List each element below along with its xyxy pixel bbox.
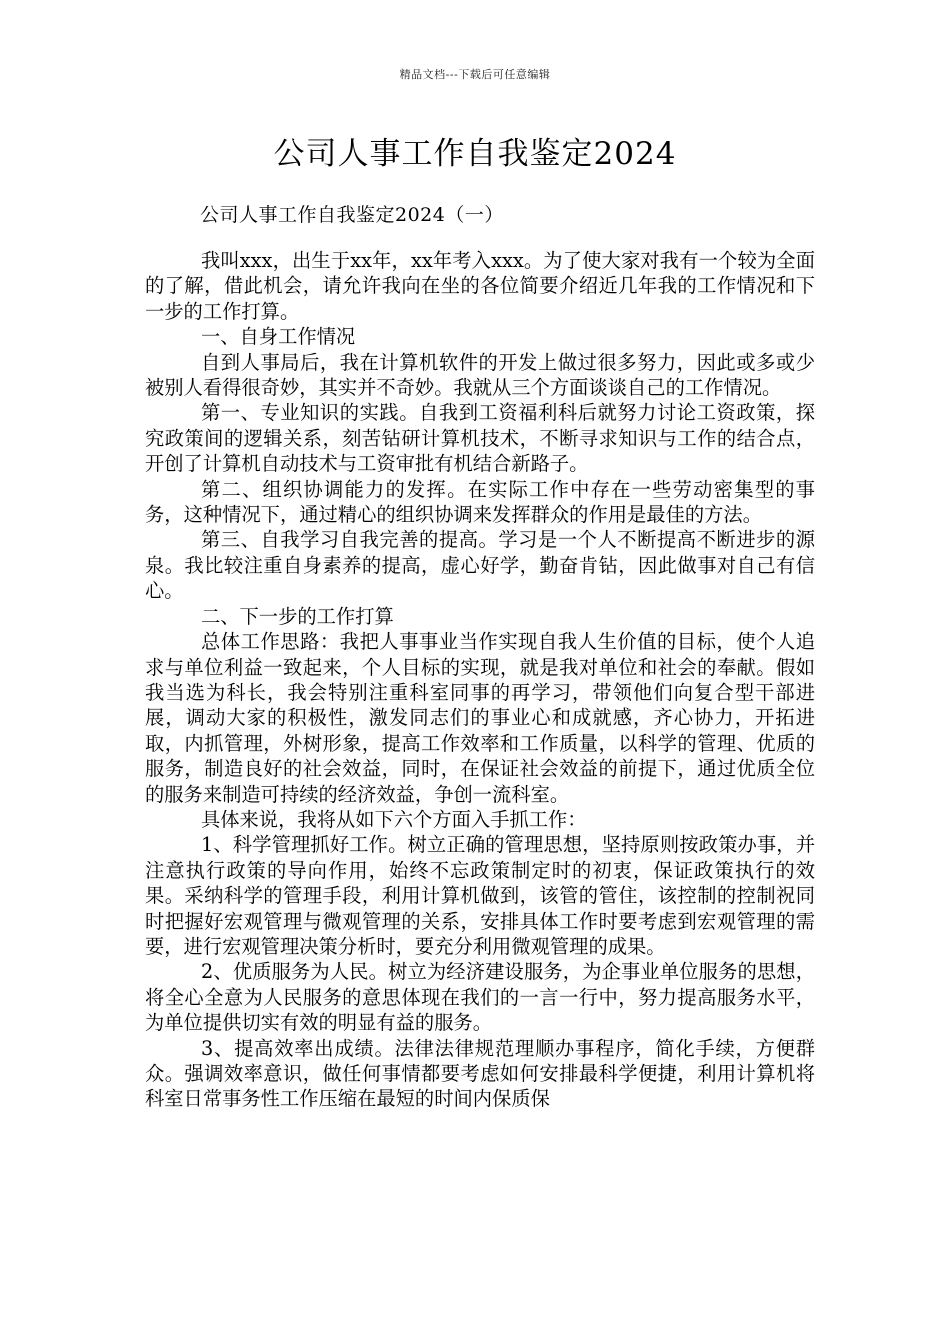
- paragraph: 具体来说，我将从如下六个方面入手抓工作：: [200, 807, 587, 831]
- paragraph: 总体工作思路：我把人事事业当作实现自我人生价值的目标，使个人追求与单位利益一致起来，个人目标的实现，就是我对单位和社会的奉献。假如我当选为科长，我会特别注重科室同事的再学习，带领他们向复合型干部进展，调动大家的积极性，激发同志们的事业心和成就感，齐心协力，开拓进取，内抓管理，外树形象，提高工作效率和工作质量，以科学的管理、优质的服务，制造良好的社会效益，同时，在保证社会效益的前提下，通过优质全位的服务来制造可持续的经济效益，争创一流科室。: [145, 630, 815, 806]
- section-heading: 一、自身工作情况: [200, 325, 356, 349]
- paragraph: 我叫xxx，出生于xx年，xx年考入xxx。为了使大家对我有一个较为全面的了解，借此机会，请允许我向在坐的各位简要介绍近几年我的工作情况和下一步的工作打算。: [145, 249, 815, 323]
- paragraph: 第一、专业知识的实践。自我到工资福利科后就努力讨论工资政策，探究政策间的逻辑关系，刻苦钻研计算机技术，不断寻求知识与工作的结合点，开创了计算机自动技术与工资审批有机结合新路子。: [145, 401, 815, 476]
- paragraph: 2、优质服务为人民。树立为经济建设服务，为企事业单位服务的思想，将全心全意为人民服务的意思体现在我们的一言一行中，努力提高服务水平，为单位提供切实有效的明显有益的服务。: [145, 960, 815, 1035]
- paragraph: 自到人事局后，我在计算机软件的开发上做过很多努力，因此或多或少被别人看得很奇妙，其实并不奇妙。我就从三个方面谈谈自己的工作情况。: [145, 350, 815, 400]
- section-heading: 二、下一步的工作打算: [200, 604, 394, 628]
- section-subtitle: 公司人事工作自我鉴定2024（一）: [200, 204, 504, 226]
- document-title: 公司人事工作自我鉴定2024: [273, 136, 677, 172]
- paragraph: 第二、组织协调能力的发挥。在实际工作中存在一些劳动密集型的事务，这种情况下，通过精心的组织协调来发挥群众的作用是最佳的方法。: [145, 477, 815, 527]
- paragraph: 第三、自我学习自我完善的提高。学习是一个人不断提高不断进步的源泉。我比较注重自身素养的提高，虚心好学，勤奋肯钻，因此做事对自己有信心。: [145, 528, 815, 603]
- paragraph: 1、科学管理抓好工作。树立正确的管理思想，坚持原则按政策办事，并注意执行政策的导向作用，始终不忘政策制定时的初衷，保证政策执行的效果。采纳科学的管理手段，利用计算机做到，该管的管住，该控制的控制祝同时把握好宏观管理与微观管理的关系，安排具体工作时要考虑到宏观管理的需要，进行宏观管理决策分析时，要充分利用微观管理的成果。: [145, 833, 815, 958]
- document-body: [145, 248, 815, 1112]
- header-note: 精品文档---下载后可任意编辑: [399, 68, 551, 81]
- paragraph: 3、提高效率出成绩。法律法律规范理顺办事程序，简化手续，方便群众。强调效率意识，做任何事情都要考虑如何安排最科学便捷，利用计算机将科室日常事务性工作压缩在最短的时间内保质保: [145, 1036, 815, 1111]
